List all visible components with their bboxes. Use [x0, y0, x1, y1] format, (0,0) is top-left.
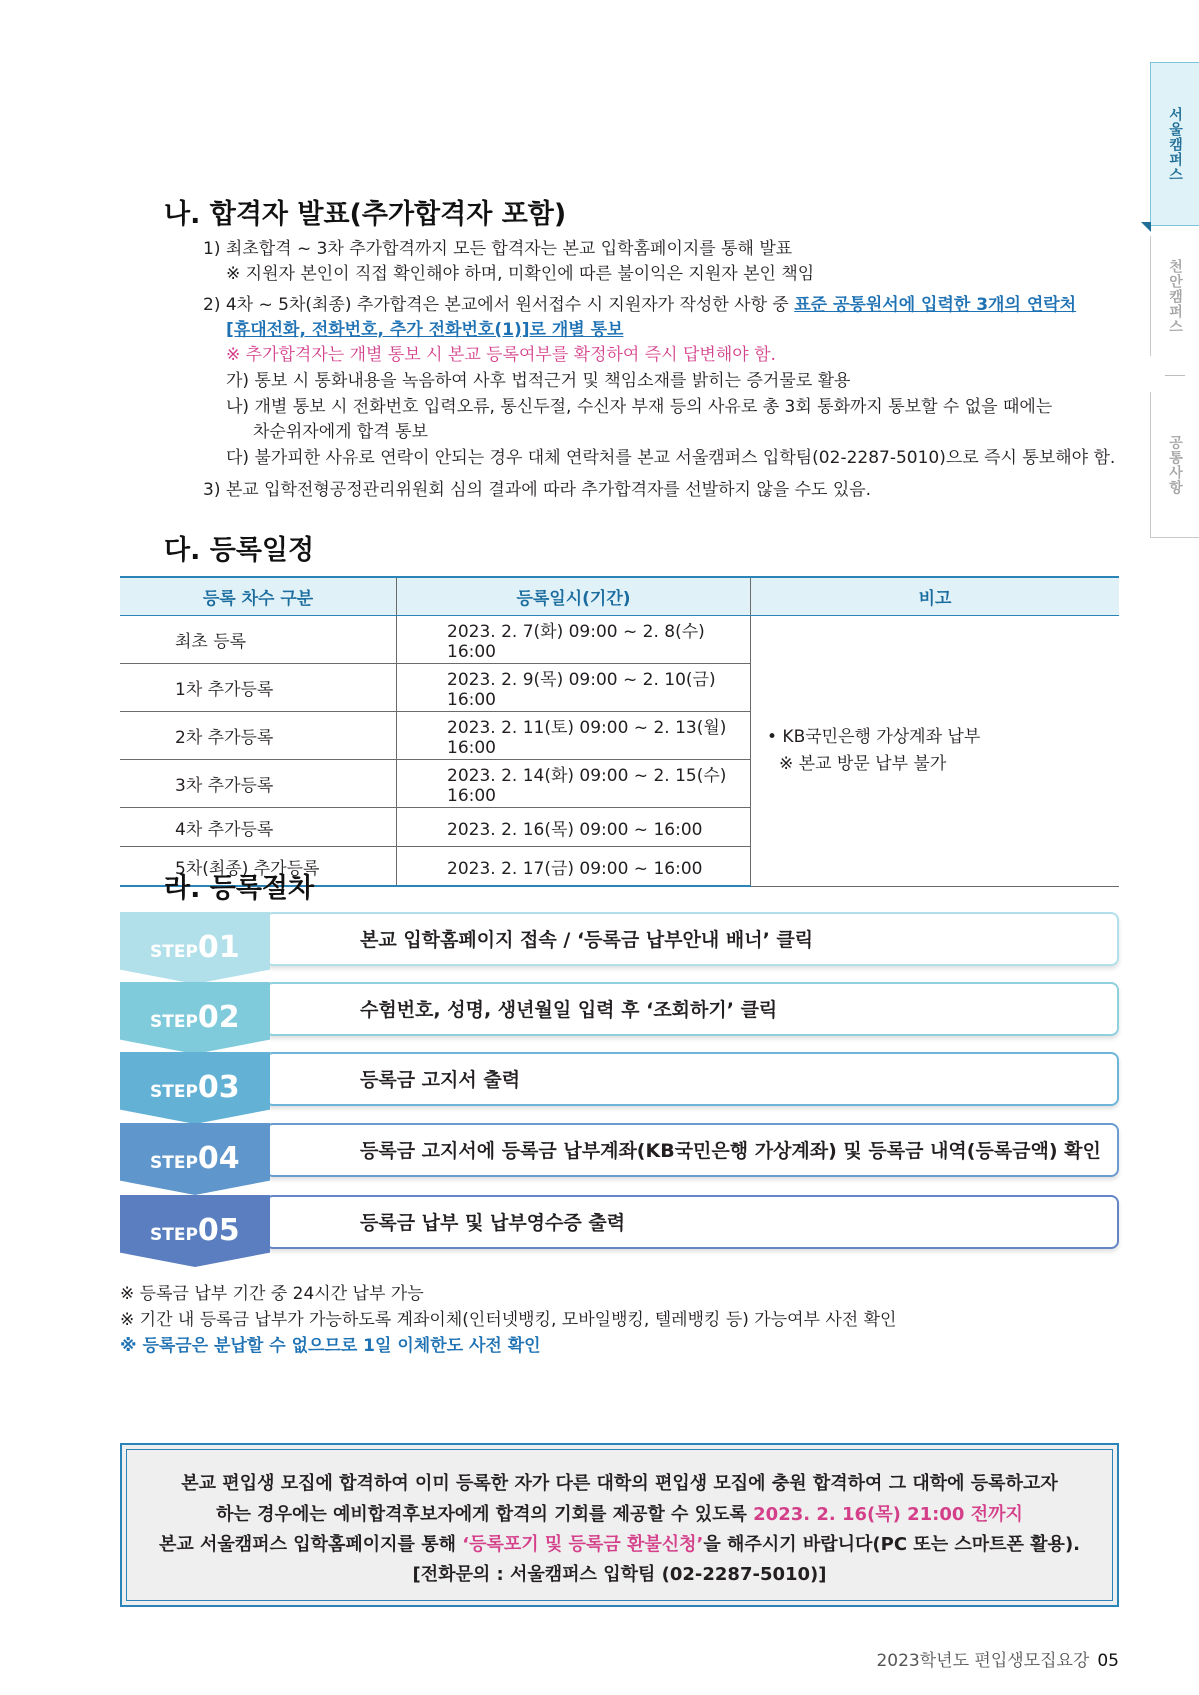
notice-line-3-c: 을 해주시기 바랍니다(PC 또는 스마트폰 활용).	[703, 1534, 1081, 1555]
notice-refund-request: ‘등록포기 및 등록금 환불신청’	[462, 1534, 704, 1555]
step-label: STEP	[150, 1082, 198, 1102]
header-round: 등록 차수 구분	[120, 577, 397, 616]
payment-note-2: ※ 기간 내 등록금 납부가 가능하도록 계좌이체(인터넷뱅킹, 모바일뱅킹, 텔레뱅킹 등) 가능여부 사전 확인	[120, 1310, 897, 1330]
step-tag	[150, 930, 240, 965]
remark-cell	[751, 616, 1120, 887]
section-c-title: 다. 등록일정	[164, 535, 315, 566]
row-period: 2023. 2. 9(목) 09:00 ~ 2. 10(금) 16:00	[397, 664, 751, 712]
section-b-item-c: 다) 불가피한 사유로 연락이 안되는 경우 대체 연락처를 본교 서울캠퍼스 입학팀(02-2287-5010)으로 즉시 통보해야 함.	[226, 448, 1116, 468]
section-b-line-1: 1) 최초합격 ~ 3차 추가합격까지 모든 합격자는 본교 입학홈페이지를 통해 발표	[203, 239, 793, 259]
page-footer	[876, 1646, 1119, 1671]
step-label: STEP	[150, 1153, 198, 1173]
tab-cheonan-campus[interactable]	[1150, 236, 1199, 356]
tab-seoul-label: 서울캠퍼스	[1167, 106, 1183, 182]
step-label: STEP	[150, 1012, 198, 1032]
notice-line-1: 본교 편입생 모집에 합격하여 이미 등록한 자가 다른 대학의 편입생 모집에 충원 합격하여 그 대학에 등록하고자	[181, 1473, 1058, 1494]
tab-common[interactable]	[1150, 392, 1199, 538]
section-d-title: 라. 등록절차	[164, 873, 315, 904]
step-number: 05	[197, 1213, 240, 1248]
row-round: 3차 추가등록	[120, 760, 397, 808]
table-header-row	[120, 577, 1119, 616]
row-period: 2023. 2. 17(금) 09:00 ~ 16:00	[397, 847, 751, 887]
section-b-line-3: 3) 본교 입학전형공정관리위원회 심의 결과에 따라 추가합격자를 선발하지 않을 수도 있음.	[203, 480, 872, 500]
notice-deadline: 2023. 2. 16(목) 21:00 전까지	[753, 1504, 1023, 1525]
step-text: 본교 입학홈페이지 접속 / ‘등록금 납부안내 배너’ 클릭	[360, 929, 814, 951]
step-number: 04	[197, 1141, 240, 1176]
remark-note-2: ※ 본교 방문 납부 불가	[779, 753, 947, 774]
section-b-line-2	[203, 294, 1076, 316]
section-b-line-1-note: ※ 지원자 본인이 직접 확인해야 하며, 미확인에 따른 불이익은 지원자 본인 책임	[226, 264, 815, 284]
notice-line-3-a: 본교 서울캠퍼스 입학홈페이지를 통해	[158, 1534, 463, 1555]
section-b-item-b-cont: 차순위자에게 합격 통보	[253, 422, 429, 442]
step-text: 등록금 고지서 출력	[360, 1069, 521, 1091]
payment-note-1: ※ 등록금 납부 기간 중 24시간 납부 가능	[120, 1284, 424, 1304]
section-b-warning: ※ 추가합격자는 개별 통보 시 본교 등록여부를 확정하여 즉시 답변해야 함.	[226, 345, 776, 365]
step-text: 수험번호, 성명, 생년월일 입력 후 ‘조회하기’ 클릭	[360, 999, 778, 1021]
step-01	[120, 912, 1119, 972]
step-tag	[150, 1141, 240, 1176]
remark-note-1: • KB국민은행 가상계좌 납부	[767, 726, 981, 747]
row-round: 5차(최종) 추가등록	[120, 847, 397, 887]
step-05	[120, 1195, 1119, 1255]
row-round: 최초 등록	[120, 616, 397, 664]
tab-cheonan-label: 천안캠퍼스	[1167, 258, 1183, 334]
row-round: 1차 추가등록	[120, 664, 397, 712]
page-number: 05	[1097, 1651, 1119, 1671]
tab-divider	[1165, 375, 1185, 376]
notice-contact: [전화문의 : 서울캠퍼스 입학팀 (02-2287-5010)]	[412, 1564, 827, 1585]
contact-info-link-2: [휴대전화, 전화번호, 추가 전화번호(1)]로 개별 통보	[226, 320, 624, 340]
footer-title: 2023학년도 편입생모집요강	[876, 1651, 1090, 1671]
step-tag	[150, 1213, 240, 1248]
row-round: 4차 추가등록	[120, 808, 397, 847]
step-label: STEP	[150, 942, 198, 962]
tab-common-label: 공통사항	[1167, 434, 1183, 495]
section-b-title: 나. 합격자 발표(추가합격자 포함)	[164, 199, 567, 230]
step-number: 03	[197, 1070, 240, 1105]
step-02	[120, 982, 1119, 1042]
refund-notice-box	[120, 1443, 1119, 1607]
contact-info-link: 표준 공통원서에 입력한 3개의 연락처	[794, 295, 1077, 315]
tab-notch	[1141, 222, 1151, 232]
step-number: 01	[197, 930, 240, 965]
header-period: 등록일시(기간)	[397, 577, 751, 616]
notice-line-2	[122, 1500, 1117, 1526]
table-row	[120, 616, 1119, 664]
notice-line-3	[122, 1530, 1117, 1556]
section-b-item-a: 가) 통보 시 통화내용을 녹음하여 사후 법적근거 및 책임소재를 밝히는 증거물로 활용	[226, 371, 851, 391]
step-tag	[150, 1000, 240, 1035]
section-b-item-b: 나) 개별 통보 시 전화번호 입력오류, 통신두절, 수신자 부재 등의 사유로 총 3회 통화까지 통보할 수 없을 때에는	[226, 397, 1053, 417]
row-period: 2023. 2. 11(토) 09:00 ~ 2. 13(월) 16:00	[397, 712, 751, 760]
header-remark: 비고	[751, 577, 1120, 616]
section-b-line-2-prefix: 2) 4차 ~ 5차(최종) 추가합격은 본교에서 원서접수 시 지원자가 작성한 사항 중	[203, 295, 795, 315]
row-period: 2023. 2. 16(목) 09:00 ~ 16:00	[397, 808, 751, 847]
step-03	[120, 1052, 1119, 1112]
row-period: 2023. 2. 7(화) 09:00 ~ 2. 8(수) 16:00	[397, 616, 751, 664]
tab-seoul-campus[interactable]	[1150, 62, 1199, 226]
row-round: 2차 추가등록	[120, 712, 397, 760]
payment-note-3: ※ 등록금은 분납할 수 없으므로 1일 이체한도 사전 확인	[120, 1336, 541, 1356]
step-text: 등록금 납부 및 납부영수증 출력	[360, 1212, 626, 1234]
step-tag	[150, 1070, 240, 1105]
step-number: 02	[197, 1000, 240, 1035]
step-04	[120, 1123, 1119, 1183]
step-text: 등록금 고지서에 등록금 납부계좌(KB국민은행 가상계좌) 및 등록금 내역(등록금액) 확인	[360, 1140, 1101, 1162]
notice-line-2-a: 하는 경우에는 예비합격후보자에게 합격의 기회를 제공할 수 있도록	[216, 1504, 754, 1525]
row-period: 2023. 2. 14(화) 09:00 ~ 2. 15(수) 16:00	[397, 760, 751, 808]
registration-schedule-table	[120, 576, 1119, 887]
step-label: STEP	[150, 1225, 198, 1245]
